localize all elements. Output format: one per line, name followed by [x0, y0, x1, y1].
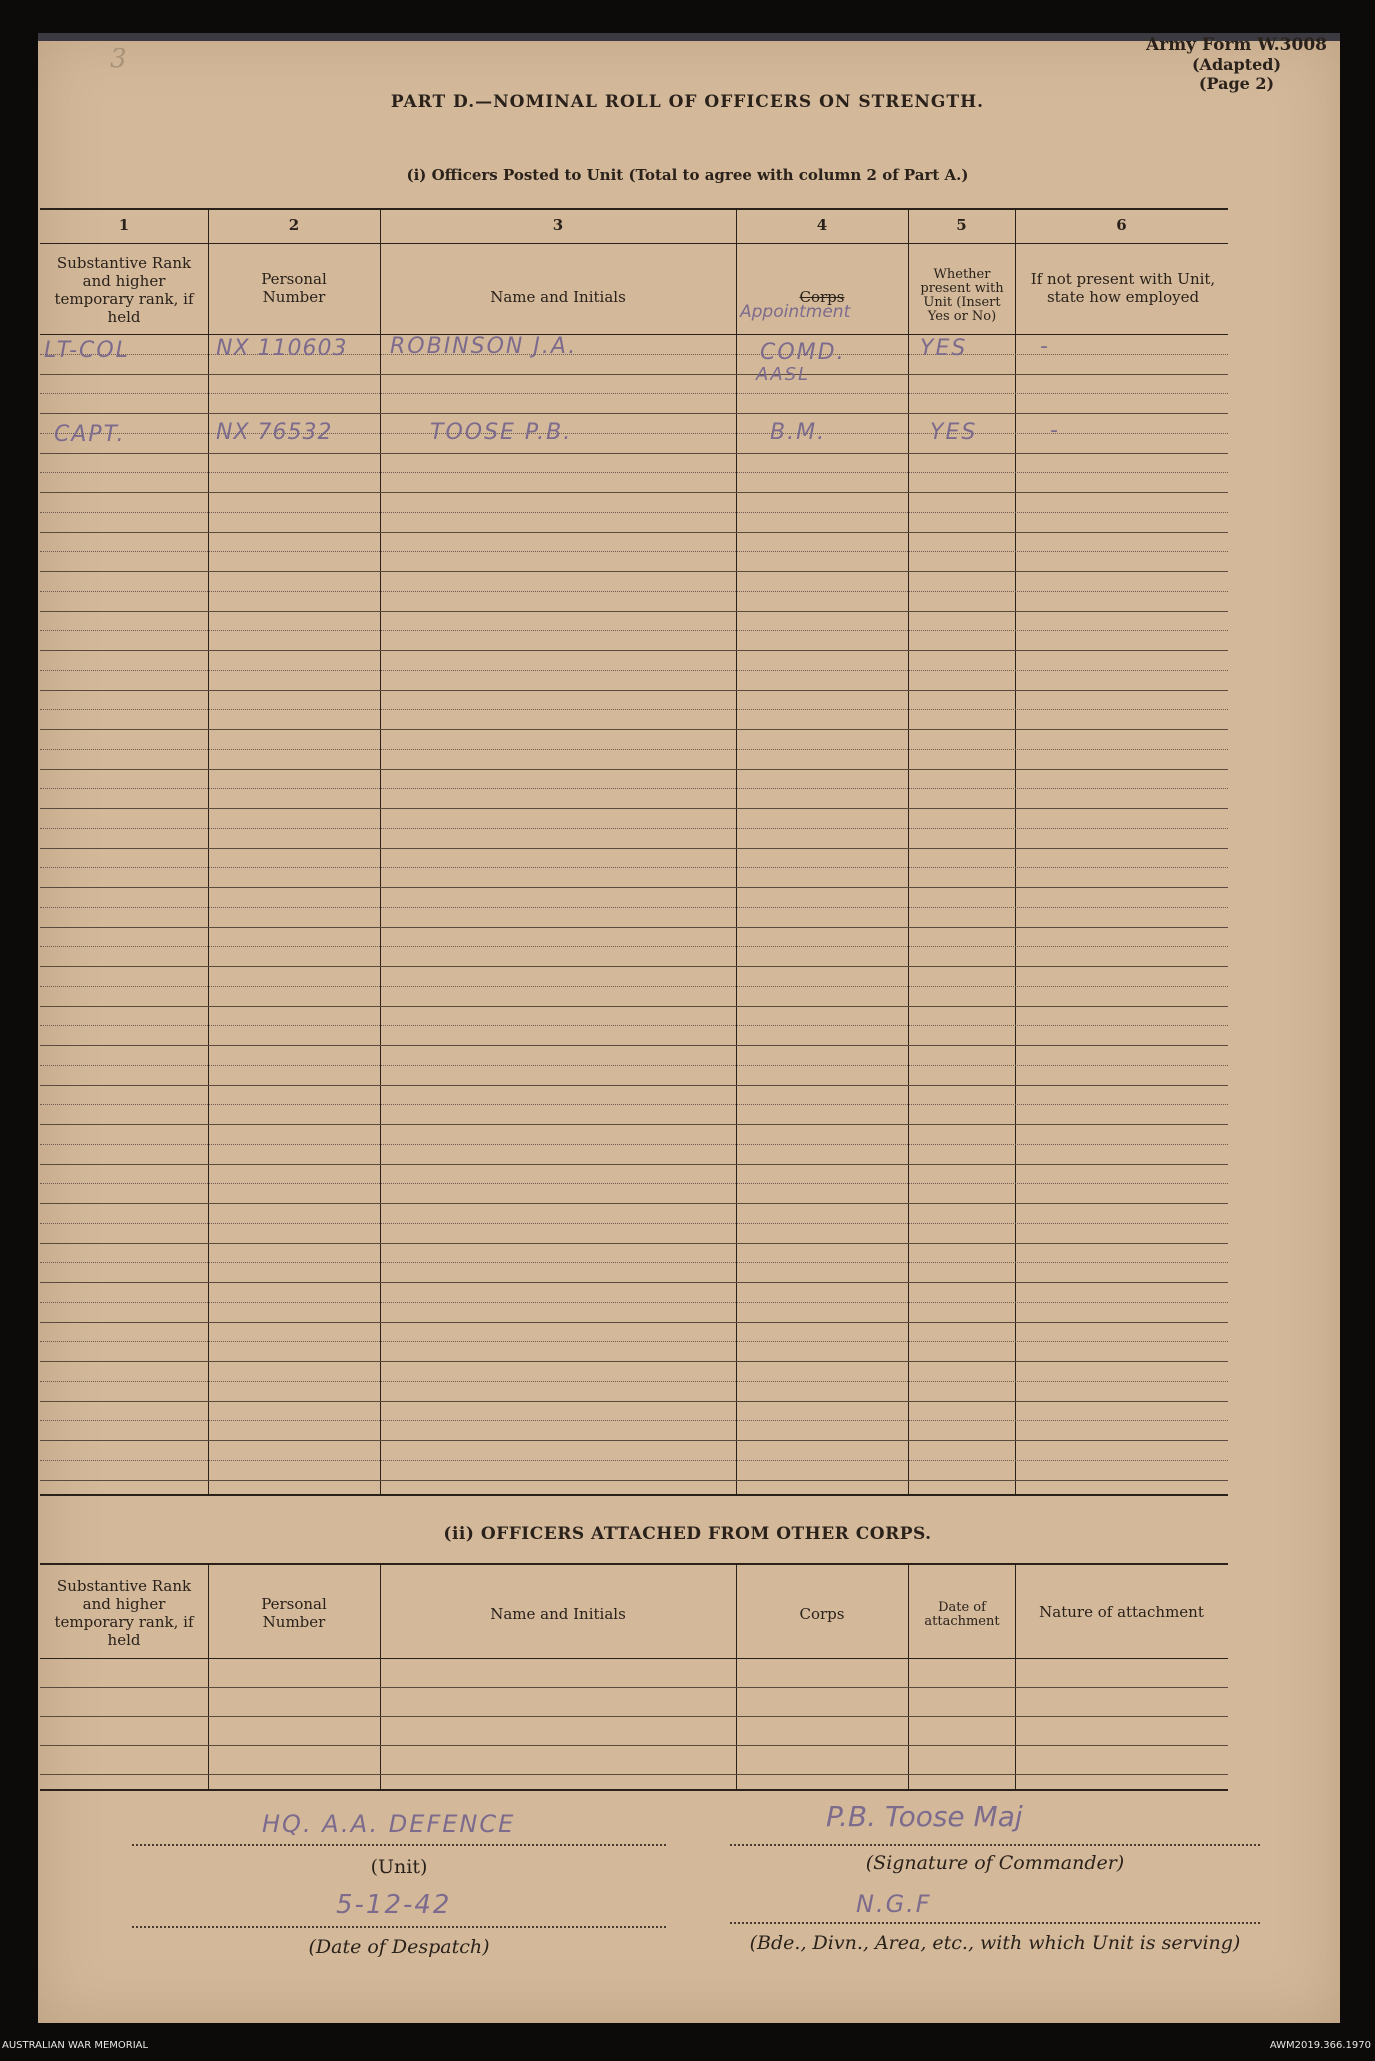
- entry1-employed: -: [1040, 334, 1050, 359]
- table-row-line: [40, 413, 1228, 414]
- table-row-guide: [40, 393, 1228, 394]
- signature-value: P.B. Toose Maj: [826, 1800, 1023, 1833]
- header-employment: If not present with Unit, state how employed: [1030, 270, 1216, 306]
- table-row-line: [40, 1124, 1228, 1125]
- header-name: Name and Initials: [490, 288, 626, 306]
- attached-header-date: Date of attachment: [924, 1600, 1000, 1629]
- table-row-line: [40, 848, 1228, 849]
- table-row-guide: [40, 630, 1228, 631]
- table-row-line: [40, 1440, 1228, 1441]
- date-label: (Date of Despatch): [308, 1936, 490, 1958]
- table-row-line: [40, 887, 1228, 888]
- table-row-guide: [40, 551, 1228, 552]
- attached-row-line: [40, 1716, 1228, 1717]
- attached-header-personal-number: Personal Number: [261, 1595, 327, 1631]
- table-row-line: [40, 808, 1228, 809]
- form-adapted: (Adapted): [1191, 55, 1282, 74]
- archive-caption-right: AWM2019.366.1970: [1269, 2040, 1371, 2051]
- entry1-appointment: COMD.: [760, 340, 846, 365]
- table-row-guide: [40, 1420, 1228, 1421]
- entry2-rank: CAPT.: [54, 422, 126, 447]
- table-row-guide: [40, 1223, 1228, 1224]
- table-row-line: [40, 611, 1228, 612]
- form-page: (Page 2): [1198, 74, 1275, 93]
- table-row-line: [40, 650, 1228, 651]
- table-row-guide: [40, 867, 1228, 868]
- table-row-line: [40, 1045, 1228, 1046]
- entry2-number: NX 76532: [216, 420, 333, 445]
- attached-header-nature: Nature of attachment: [1039, 1603, 1204, 1621]
- table-row-line: [40, 1282, 1228, 1283]
- formation-label: (Bde., Divn., Area, etc., with which Unit is serving): [749, 1932, 1241, 1954]
- table-row-guide: [40, 670, 1228, 671]
- table-row-guide: [40, 1460, 1228, 1461]
- table-row-guide: [40, 1104, 1228, 1105]
- form-number: Army Form W.3008: [1146, 35, 1327, 55]
- table-row-line: [40, 1322, 1228, 1323]
- section-ii-title: (ii) OFFICERS ATTACHED FROM OTHER CORPS.: [443, 1524, 932, 1544]
- table-row-line: [40, 1006, 1228, 1007]
- table-row-line: [40, 1401, 1228, 1402]
- table-row-guide: [40, 1262, 1228, 1263]
- entry2-employed: -: [1050, 418, 1060, 443]
- table-row-line: [40, 1243, 1228, 1244]
- entry1-name: ROBINSON J.A.: [390, 334, 578, 359]
- archive-caption-left: AUSTRALIAN WAR MEMORIAL: [2, 2040, 149, 2051]
- col-number-6: 6: [1116, 216, 1127, 234]
- table-row-guide: [40, 907, 1228, 908]
- col-number-3: 3: [552, 216, 564, 234]
- table-row-line: [40, 927, 1228, 928]
- table-row-guide: [40, 709, 1228, 710]
- entry2-present: YES: [930, 420, 978, 445]
- header-corps-handwritten: Appointment: [740, 302, 851, 322]
- col-number-4: 4: [816, 216, 828, 234]
- date-value: 5-12-42: [336, 1890, 452, 1920]
- table-row-guide: [40, 472, 1228, 473]
- col-number-2: 2: [288, 216, 300, 234]
- unit-value: HQ. A.A. DEFENCE: [262, 1810, 516, 1838]
- header-present: Whether present with Unit (Insert Yes or No): [920, 267, 1004, 324]
- header-personal-number: Personal Number: [261, 270, 327, 306]
- table-row-guide: [40, 1183, 1228, 1184]
- table-row-line: [40, 571, 1228, 572]
- table-row-line: [40, 729, 1228, 730]
- signature-line: [730, 1844, 1260, 1846]
- attached-header-name: Name and Initials: [490, 1605, 626, 1623]
- formation-value: N.G.F: [856, 1890, 932, 1918]
- unit-label: (Unit): [370, 1856, 428, 1878]
- table-row-guide: [40, 828, 1228, 829]
- attached-header-rank: Substantive Rank and higher temporary rank, if held: [54, 1577, 194, 1649]
- table-row-guide: [40, 946, 1228, 947]
- formation-line: [730, 1922, 1260, 1924]
- attached-header-corps: Corps: [799, 1605, 845, 1623]
- signature-label: (Signature of Commander): [865, 1852, 1125, 1874]
- col-number-1: 1: [118, 216, 130, 234]
- top-edge: [38, 33, 1340, 41]
- date-line: [132, 1926, 666, 1928]
- attached-row-line: [40, 1687, 1228, 1688]
- table-row-guide: [40, 788, 1228, 789]
- entry1-present: YES: [920, 336, 968, 361]
- unit-line: [132, 1844, 666, 1846]
- header-corps: Corps: [799, 288, 845, 306]
- margin-mark: 3: [110, 44, 127, 74]
- col-number-5: 5: [956, 216, 967, 234]
- form-reference: [1146, 36, 1327, 93]
- table-row-line: [40, 690, 1228, 691]
- attached-row-line: [40, 1745, 1228, 1746]
- table-row-line: [40, 1085, 1228, 1086]
- table-row-line: [40, 1480, 1228, 1481]
- attached-row-line: [40, 1774, 1228, 1775]
- table-row-line: [40, 532, 1228, 533]
- table-row-line: [40, 1203, 1228, 1204]
- table-row-guide: [40, 512, 1228, 513]
- table-row-guide: [40, 1381, 1228, 1382]
- table-row-line: [40, 374, 1228, 375]
- table-row-guide: [40, 1341, 1228, 1342]
- table-row-line: [40, 1164, 1228, 1165]
- entry2-name: TOOSE P.B.: [430, 420, 573, 445]
- entry2-appointment: B.M.: [770, 420, 827, 445]
- header-rank: Substantive Rank and higher temporary rank, if held: [54, 254, 194, 326]
- table-row-guide: [40, 1025, 1228, 1026]
- entry1-appointment-line2: AASL: [756, 364, 811, 385]
- part-d-title: PART D.—NOMINAL ROLL OF OFFICERS ON STRENGTH.: [390, 92, 985, 112]
- table-row-line: [40, 966, 1228, 967]
- officers-posted-table: [40, 208, 1228, 1498]
- table-row-guide: [40, 1065, 1228, 1066]
- table-row-line: [40, 453, 1228, 454]
- table-row-guide: [40, 986, 1228, 987]
- section-i-title: (i) Officers Posted to Unit (Total to agree with column 2 of Part A.): [406, 166, 969, 184]
- table-row-line: [40, 492, 1228, 493]
- table-row-guide: [40, 749, 1228, 750]
- table-row-line: [40, 769, 1228, 770]
- entry1-number: NX 110603: [216, 336, 348, 361]
- table-row-guide: [40, 1302, 1228, 1303]
- table-row-guide: [40, 1144, 1228, 1145]
- table-row-line: [40, 1361, 1228, 1362]
- table-row-guide: [40, 591, 1228, 592]
- entry1-rank: LT-COL: [44, 338, 130, 363]
- officers-attached-table: [40, 1563, 1228, 1793]
